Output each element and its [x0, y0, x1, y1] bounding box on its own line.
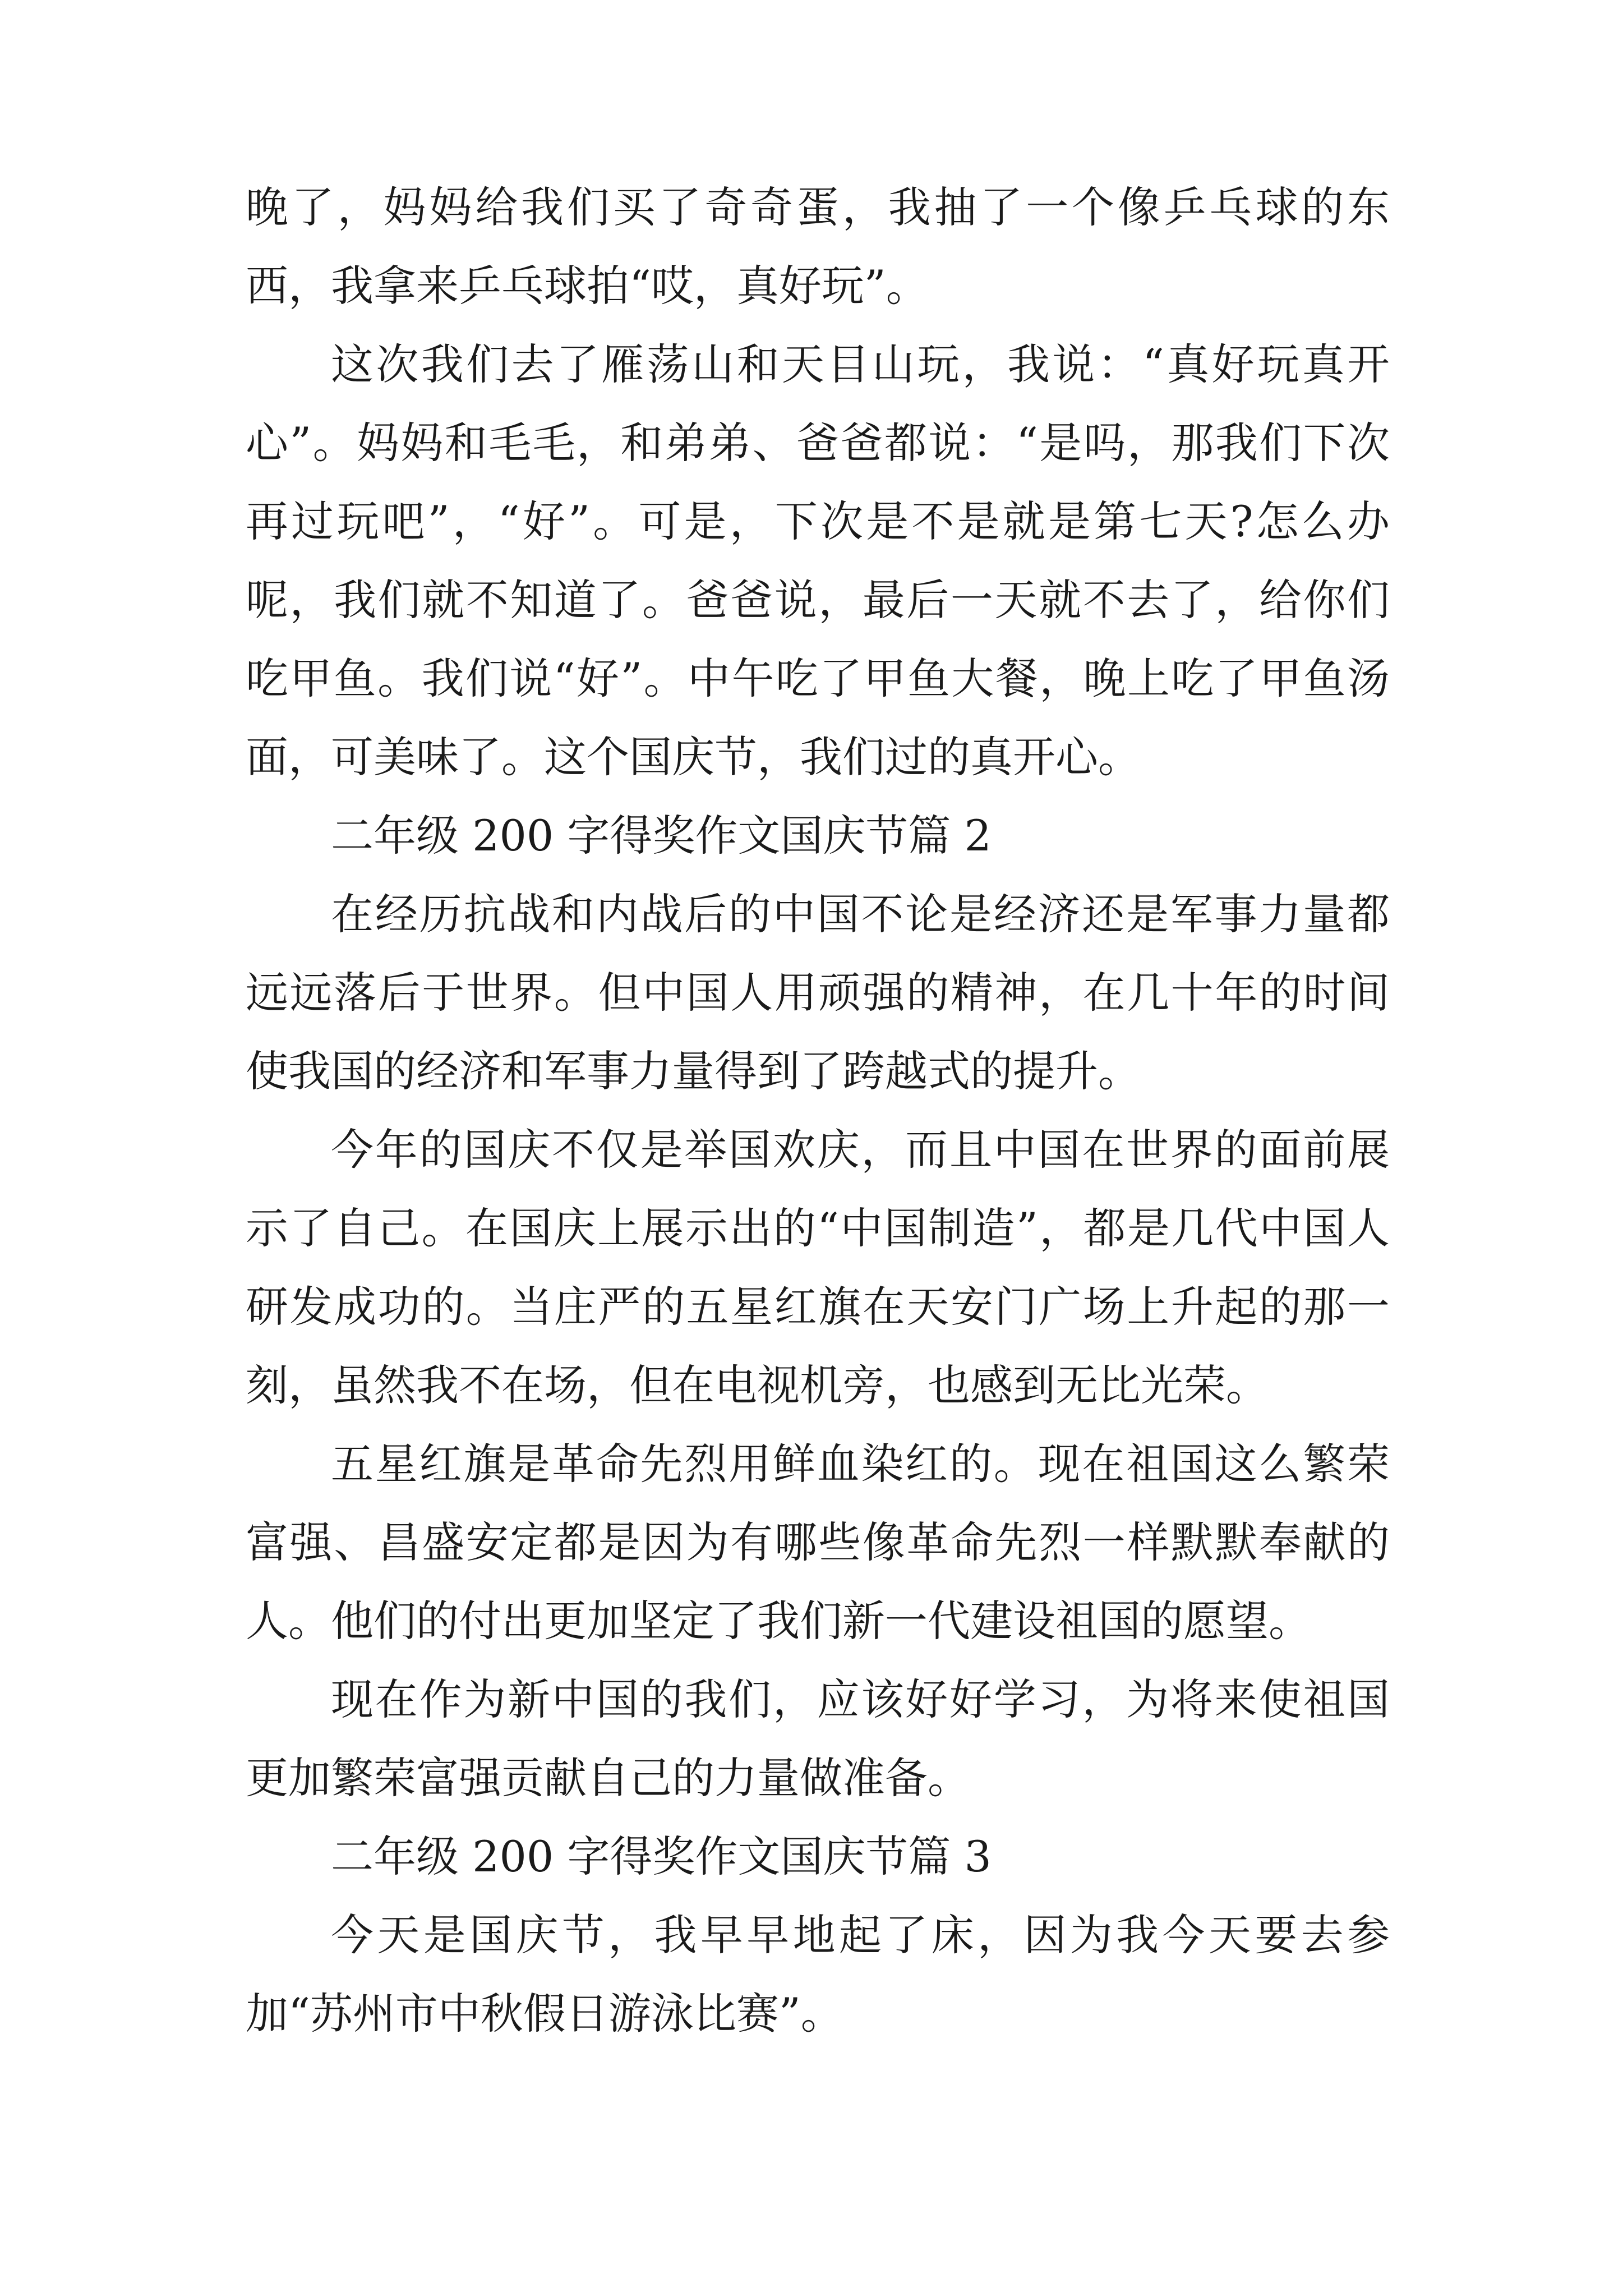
- paragraph-1: 晚了，妈妈给我们买了奇奇蛋，我抽了一个像乒乓球的东西，我拿来乒乓球拍“哎，真好玩”。: [246, 182, 1390, 311]
- paragraph-7: 今天是国庆节，我早早地起了床，因为我今天要去参加“苏州市中秋假日游泳比赛”。: [246, 1910, 1390, 2039]
- paragraph-2: 这次我们去了雁荡山和天目山玩，我说：“真好玩真开心”。妈妈和毛毛，和弟弟、爸爸都说：“是吗，那我们下次再过玩吧”，“好”。可是，下次是不是就是第七天?怎么办呢，我们就不知道了。爸爸说，最后一天就不去了，给你们吃甲鱼。我们说“好”。中午吃了甲鱼大餐，晚上吃了甲鱼汤面，可美味了。这个国庆节，我们过的真开心。: [246, 339, 1390, 782]
- paragraph-3: 在经历抗战和内战后的中国不论是经济还是军事力量都远远落后于世界。但中国人用顽强的精神，在几十年的时间使我国的经济和军事力量得到了跨越式的提升。: [246, 889, 1390, 1096]
- paragraph-5: 五星红旗是革命先烈用鲜血染红的。现在祖国这么繁荣富强、昌盛安定都是因为有哪些像革命先烈一样默默奉献的人。他们的付出更加坚定了我们新一代建设祖国的愿望。: [246, 1439, 1390, 1646]
- document-body: [246, 168, 1390, 2053]
- paragraph-6: 现在作为新中国的我们，应该好好学习，为将来使祖国更加繁荣富强贡献自己的力量做准备。: [246, 1674, 1390, 1803]
- paragraph-4: 今年的国庆不仅是举国欢庆，而且中国在世界的面前展示了自己。在国庆上展示出的“中国制造”，都是几代中国人研发成功的。当庄严的五星红旗在天安门广场上升起的那一刻，虽然我不在场，但在电视机旁，也感到无比光荣。: [246, 1125, 1390, 1410]
- section-heading-2: 二年级 200 字得奖作文国庆节篇 2: [331, 811, 992, 861]
- section-heading-3: 二年级 200 字得奖作文国庆节篇 3: [331, 1832, 992, 1881]
